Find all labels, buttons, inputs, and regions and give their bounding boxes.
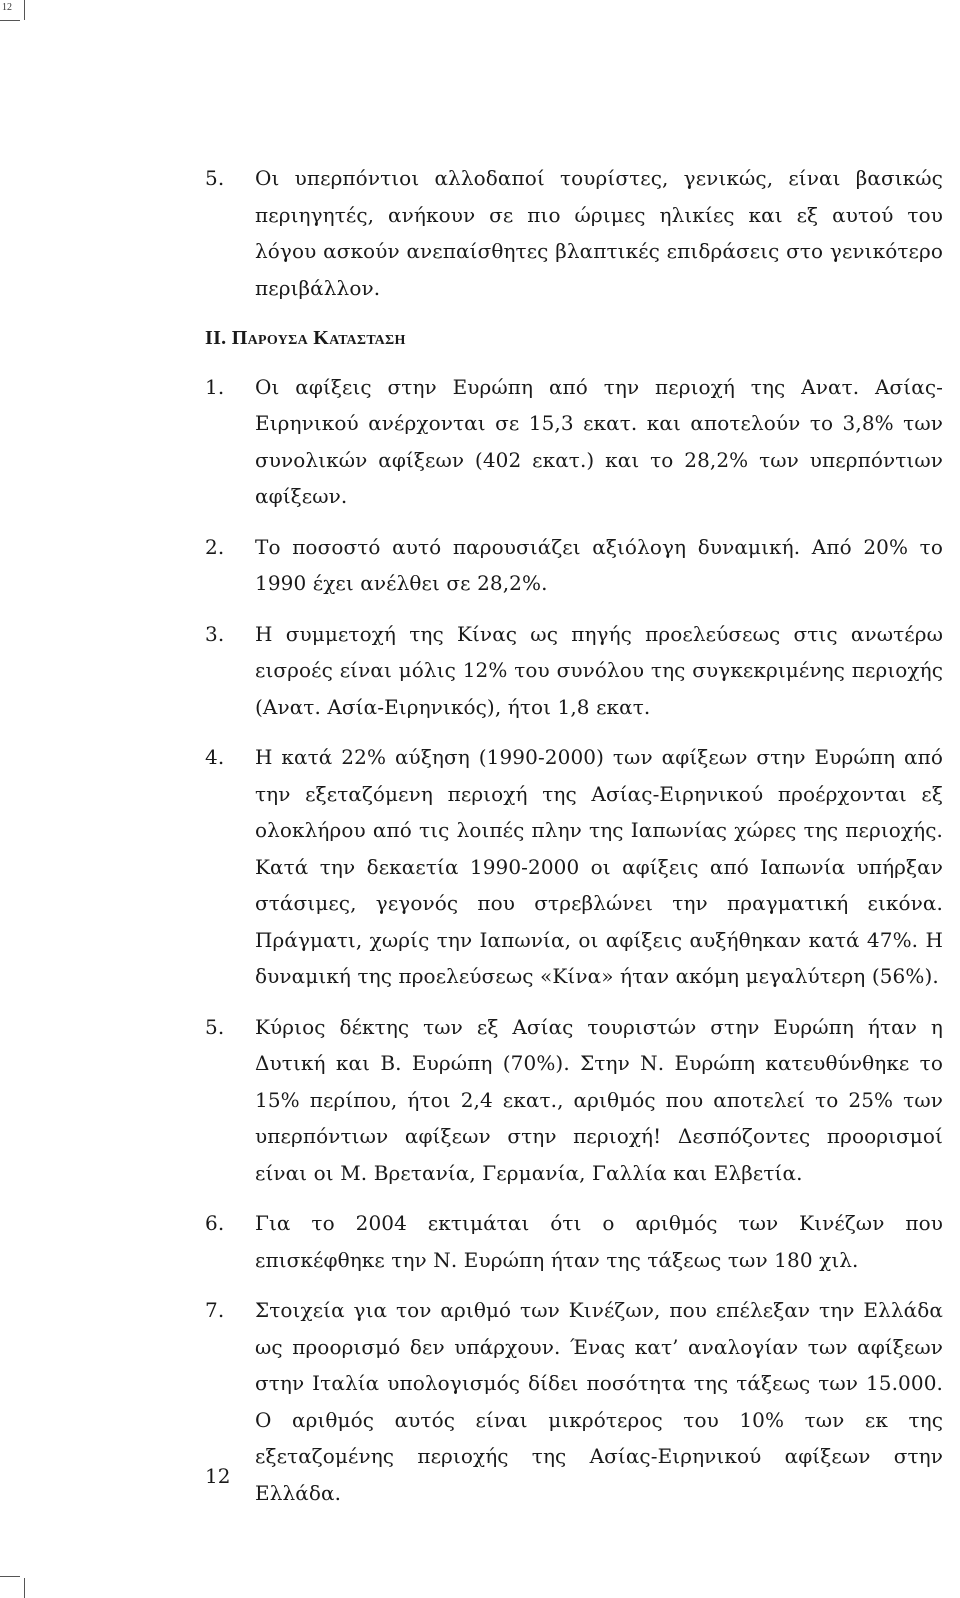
item-number: 3.: [205, 621, 225, 646]
item-text: Η συμμετοχή της Κίνας ως πηγής προελεύσεως στις ανωτέρω εισροές είναι μόλις 12% του συνόλου της συγκεκριμένης περιοχής (Ανατ. Ασία-Ειρηνικός), ήτοι 1,8 εκατ.: [255, 621, 943, 719]
item-text: Οι αφίξεις στην Ευρώπη από την περιοχή της Ανατ. Ασίας-Ειρηνικού ανέρχονται σε 15,3 εκατ. και αποτελούν το 3,8% των συνολικών αφίξεων (402 εκατ.) και το 28,2% των υπερπόντιων αφίξεων.: [255, 374, 943, 508]
item-number: 1.: [205, 374, 225, 399]
list-item: [205, 369, 943, 515]
item-text: Για το 2004 εκτιμάται ότι ο αριθμός των Κινέζων που επισκέφθηκε την Ν. Ευρώπη ήταν της τάξεως των 180 χιλ.: [255, 1211, 943, 1272]
corner-page-number: 12: [2, 2, 12, 13]
item-text: Κύριος δέκτης των εξ Ασίας τουριστών στην Ευρώπη ήταν η Δυτική και Β. Ευρώπη (70%). Στην Ν. Ευρώπη κατευθύνθηκε το 15% περίπου, ήτοι 2,4 εκατ., αριθμός που αποτελεί το 25% των υπερπόντιων αφίξεων στην περιοχή! Δεσπόζοντες προορισμοί είναι οι Μ. Βρετανία, Γερμανία, Γαλλία και Ελβετία.: [255, 1014, 943, 1185]
list-item: [205, 616, 943, 726]
footer-page-number: 12: [205, 1464, 231, 1488]
list-item: [205, 529, 943, 602]
item-number: 6.: [205, 1211, 225, 1235]
item-number: 5.: [205, 1014, 225, 1039]
item-text: Η κατά 22% αύξηση (1990-2000) των αφίξεων στην Ευρώπη από την εξεταζόμενη περιοχή της Ασίας-Ειρηνικού προέρχονται εξ ολοκλήρου από τις λοιπές πλην της Ιαπωνίας χώρες της περιοχής. Κατά την δεκαετία 1990-2000 οι αφίξεις από Ιαπωνία υπήρξαν στάσιμες, γεγονός που στρεβλώνει την πραγματική εικόνα. Πράγματι, χωρίς την Ιαπωνία, οι αφίξεις αυξήθηκαν κατά 47%. Η δυναμική της προελεύσεως «Κίνα» ήταν ακόμη μεγαλύτερη (56%).: [255, 745, 943, 988]
list-item: [205, 1009, 943, 1192]
list-item: [205, 1205, 943, 1278]
crop-mark-bottom-left-vertical: [24, 1578, 25, 1598]
crop-mark-top-left-vertical: [24, 0, 25, 20]
item-number: 4.: [205, 745, 225, 769]
item-number: 5.: [205, 166, 225, 190]
list-item: [205, 160, 943, 306]
section-title: Παρουσα Κατασταση: [231, 327, 406, 349]
item-text: Το ποσοστό αυτό παρουσιάζει αξιόλογη δυναμική. Από 20% το 1990 έχει ανέλθει σε 28,2%.: [255, 534, 943, 595]
item-number: 2.: [205, 534, 225, 559]
page-body: [205, 160, 943, 1525]
list-item: [205, 739, 943, 995]
item-number: 7.: [205, 1298, 225, 1322]
crop-mark-top-left-horizontal: [0, 20, 20, 21]
list-item: [205, 1292, 943, 1511]
item-text: Οι υπερπόντιοι αλλοδαποί τουρίστες, γενικώς, είναι βασικώς περιηγητές, ανήκουν σε πιο ώριμες ηλικίες και εξ αυτού του λόγου ασκούν ανεπαίσθητες βλαπτικές επιδράσεις στο γενικότερο περιβάλλον.: [255, 166, 943, 300]
section-roman-numeral: ΙΙ.: [205, 327, 227, 349]
crop-mark-bottom-left-horizontal: [0, 1576, 20, 1577]
item-text: Στοιχεία για τον αριθμό των Κινέζων, που επέλεξαν την Ελλάδα ως προορισμό δεν υπάρχουν. Ένας κατ’ αναλογίαν των αφίξεων στην Ιταλία υπολογισμός δίδει ποσότητα της τάξεως των 15.000. Ο αριθμός αυτός είναι μικρότερος του 10% των εκ της εξεταζομένης περιοχής της Ασίας-Ειρηνικού αφίξεων στην Ελλάδα.: [255, 1298, 943, 1505]
section-heading: [205, 320, 943, 357]
